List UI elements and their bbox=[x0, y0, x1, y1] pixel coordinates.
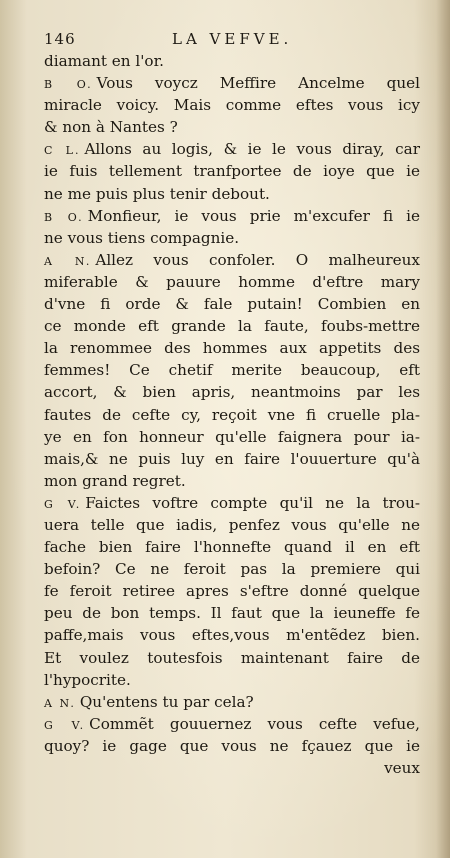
line-text: miracle voicy. Mais comme eftes vous icy bbox=[44, 96, 420, 115]
speech-line bbox=[44, 691, 420, 713]
speaker-label: B O. bbox=[44, 78, 93, 92]
line-text: ie fuis tellement tranfportee de ioye que ie bbox=[44, 162, 420, 181]
speaker-label: A N. bbox=[44, 254, 92, 268]
speech-line bbox=[44, 249, 420, 271]
dialogue-text bbox=[44, 50, 420, 779]
text-line bbox=[44, 470, 420, 492]
speaker-label: G V. bbox=[44, 718, 86, 732]
line-text: peu de bon temps. Il faut que la ieuneffe fe bbox=[44, 604, 420, 623]
text-line bbox=[44, 426, 420, 448]
line-text: quoy? ie gage que vous ne fçauez que ie bbox=[44, 736, 420, 755]
line-text: mon grand regret. bbox=[44, 471, 186, 490]
text-line bbox=[44, 116, 420, 138]
line-text: Et voulez toutesfois maintenant faire de bbox=[44, 648, 420, 667]
speech-line bbox=[44, 713, 420, 735]
line-text: fe feroit retiree apres s'eftre donné quelque bbox=[44, 582, 420, 601]
line-text: Allez vous confoler. O malheureux bbox=[95, 250, 420, 269]
line-text: diamant en l'or. bbox=[44, 52, 164, 70]
line-text: d'vne fi orde & fale putain! Combien en bbox=[44, 295, 420, 314]
running-title: LA VEFVE. bbox=[172, 30, 293, 48]
page-header bbox=[44, 30, 424, 50]
text-line bbox=[44, 359, 420, 381]
line-text: ce monde eft grande la faute, foubs-mettre bbox=[44, 317, 420, 336]
line-text: Allons au logis, & ie le vous diray, car bbox=[84, 140, 420, 159]
line-text: Qu'entens tu par cela? bbox=[79, 692, 254, 711]
line-text: accort, & bien apris, neantmoins par les bbox=[44, 383, 420, 402]
line-text: fache bien faire l'honnefte quand il en eft bbox=[44, 538, 420, 557]
line-text: mais,& ne puis luy en faire l'ouuerture qu'à bbox=[44, 449, 420, 468]
line-text: ye en fon honneur qu'elle faignera pour ia- bbox=[44, 427, 420, 446]
speaker-label: C L. bbox=[44, 144, 81, 158]
line-text: Commẽt gouuernez vous cefte vefue, bbox=[89, 714, 420, 733]
text-line bbox=[44, 536, 420, 558]
text-line bbox=[44, 757, 420, 779]
line-text: uera telle que iadis, penfez vous qu'elle ne bbox=[44, 515, 420, 534]
speech-line bbox=[44, 492, 420, 514]
text-line bbox=[44, 624, 420, 646]
speech-line bbox=[44, 72, 420, 94]
line-text: ne me puis plus tenir debout. bbox=[44, 184, 270, 203]
text-line bbox=[44, 337, 420, 359]
line-text: miferable & pauure homme d'eftre mary bbox=[44, 272, 420, 291]
speaker-label: B O. bbox=[44, 210, 84, 224]
line-text: Monfieur, ie vous prie m'excufer fi ie bbox=[87, 206, 420, 225]
line-text: Vous voycz Meffire Ancelme quel bbox=[96, 74, 420, 93]
text-line bbox=[44, 381, 420, 403]
text-line bbox=[44, 514, 420, 536]
text-line bbox=[44, 183, 420, 205]
text-line bbox=[44, 735, 420, 757]
text-line bbox=[44, 315, 420, 337]
line-text: Faictes voftre compte qu'il ne la trou- bbox=[85, 493, 420, 512]
line-text: la renommee des hommes aux appetits des bbox=[44, 339, 420, 358]
line-text: veux bbox=[384, 759, 420, 777]
text-line bbox=[44, 647, 420, 669]
line-text: & non à Nantes ? bbox=[44, 118, 178, 137]
text-line bbox=[44, 227, 420, 249]
line-text: ne vous tiens compagnie. bbox=[44, 228, 240, 247]
speech-line bbox=[44, 205, 420, 227]
line-text: paffe,mais vous eftes,vous m'entẽdez bien. bbox=[44, 626, 420, 645]
line-text: femmes! Ce chetif merite beaucoup, eft bbox=[44, 361, 420, 380]
text-line bbox=[44, 94, 420, 116]
text-line bbox=[44, 669, 420, 691]
page-number: 146 bbox=[44, 30, 76, 48]
speaker-label: A N. bbox=[44, 696, 76, 710]
text-line bbox=[44, 293, 420, 315]
text-line bbox=[44, 271, 420, 293]
text-line bbox=[44, 448, 420, 470]
text-line bbox=[44, 404, 420, 426]
page-edge-shadow bbox=[436, 0, 450, 858]
line-text: befoin? Ce ne feroit pas la premiere qui bbox=[44, 560, 420, 579]
line-text: l'hypocrite. bbox=[44, 670, 131, 689]
speech-line bbox=[44, 138, 420, 160]
text-line bbox=[44, 50, 420, 72]
line-text: fautes de cefte cy, reçoit vne fi cruelle pla- bbox=[44, 405, 420, 424]
text-line bbox=[44, 580, 420, 602]
text-line bbox=[44, 160, 420, 182]
text-line bbox=[44, 602, 420, 624]
text-line bbox=[44, 558, 420, 580]
speaker-label: G V. bbox=[44, 497, 82, 511]
